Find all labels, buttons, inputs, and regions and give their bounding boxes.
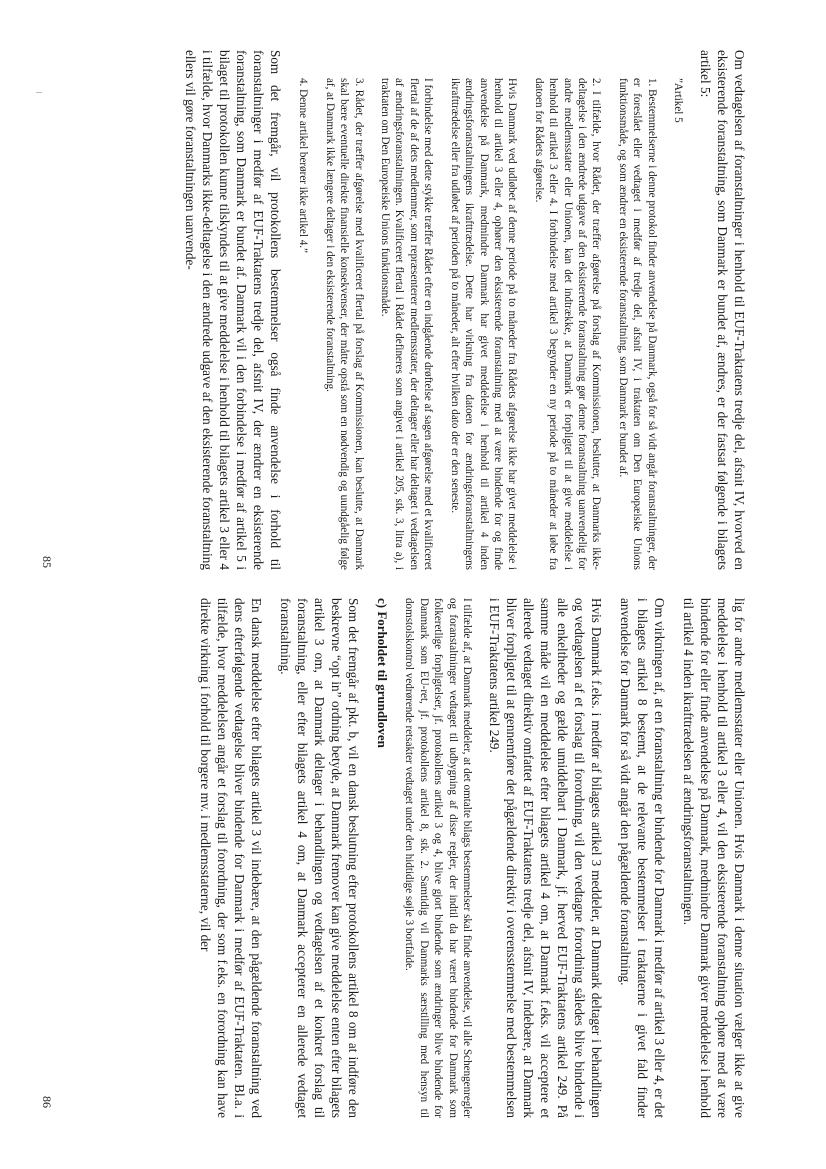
quote-paragraph: Hvis Danmark ved udløbet af denne periode på to måneder fra Rådets afgørelse ikke har givet meddelelse i henhold til artikel 3 eller 4, ophører den eksisterende foranstaltning med at være bindende for og finde anvendelse på Danmark, medmindre Danmark har givet meddelelse i henhold til artikel 4 inden ændringsforanstaltningens ikrafttrædelse. Dette har virkning fra datoen for ændringsforanstaltningens ikrafttrædelse eller fra udløbet af perioden på to måneder, alt efter hvilken dato der er den seneste. [448, 78, 519, 570]
page-number: 86 [40, 1096, 54, 1108]
intro-paragraph: Om vedtagelsen af foranstaltninger i henhold til EUF-Traktatens tredje del, afsnit IV, hvorved en eksisterende foranstaltning, som Danmark er bundet af, ændres, er der fastsat følgende i bilagets artikel 5: [698, 50, 747, 570]
body-paragraph: Om virkningen af, at en foranstaltning er bindende for Danmark i medfør af artikel 3 eller 4, er det i bilagets artikel 8 bestemt, at de relevante bestemmelser i traktaterne i givet fald finder anvendelse for Danmark for så vidt angår den pågældende foranstaltning. [618, 598, 667, 1118]
article-title: ”Artikel 5 [672, 78, 684, 123]
quote-paragraph: 4. Denne artikel berører ikke artikel 4.” [297, 78, 310, 253]
quote-paragraph: I forbindelse med dette stykke træffer Rådet efter en indgående drøftelse af sagen afgørelse med et kvalificeret flertal af de af dets medlemmer, som repræsenterer medlemsstater, der deltager eller har deltaget i vedtagelsen af ændringsforanstaltningen. Kvalificeret flertal i Rådet defineres som angivet i artikel 205, stk. 3, litra a), i traktaten om Den Europæiske Unions funktionsmåde. [379, 78, 435, 570]
quote-paragraph: 3. Rådet, der træffer afgørelse med kvalificeret flertal på forslag af Kommissionen, kan beslutte, at Danmark skal bære eventuelle direkte finansielle konsekvenser, der måtte opstå som en nødvendig og uundgåelig følge af, at Danmark ikke længere deltager i den eksisterende foranstaltning. [323, 78, 365, 570]
body-paragraph: lig for andre medlemsstater eller Unionen. Hvis Danmark i denne situation vælger ikke at give meddelelse i henhold til artikel 3 eller 4, vil den eksisterende foranstaltning ophøre med at være bindende for eller finde anvendelse på Danmark, medmindre Danmark giver meddelelse i henhold til artikel 4 inden ikrafttrædelsen af ændringsforanstaltningen. [681, 598, 747, 1118]
body-paragraph: Som det fremgår, vil protokollens bestemmelser også finde anvendelse i forhold til foranstaltninger i medfør af EUF-Traktatens tredje del, afsnit IV, der ændrer en eksisterende foranstaltning, som Danmark er bundet af. Danmark vil i den forbindelse i medfør af artikel 5 i bilaget til protokollen kunne tilskyndes til at give meddelelse i henhold til bilagets artikel 3 eller 4 i tilfælde, hvor Danmarks ikke-deltagelse i den ændrede udgave af den eksisterende foranstaltning ellers vil gøre foranstaltningen uanvende- [183, 50, 284, 570]
body-paragraph: Som det fremgår af pkt. b, vil en dansk beslutning efter protokollens artikel 8 om at indføre den beskrevne “opt in” ordning betyde, at Danmark fremover kan give meddelelse enten efter bilagets artikel 3 om, at Danmark deltager i behandlingen og vedtagelsen af et konkret forslag til foranstaltning, eller efter bilagets artikel 4 om, at Danmark accepterer en allerede vedtaget foranstaltning. [277, 598, 361, 1118]
quote-paragraph: 2. I tilfælde, hvor Rådet, der træffer afgørelse på forslag af Kommissionen, beslutter, at Danmarks ikke-deltagelse i den ændrede udgave af den eksisterende foranstaltning gør denne foranstaltning uanvendelig for andre medlemsstater eller Unionen, kan det indtrække, at Danmark er forpligtet til at give meddelelse i henhold til artikel 3 eller 4. I forbindelse med artikel 3 begynder en ny periode på to måneder at løbe fra datoen for Rådets afgørelse. [532, 78, 603, 570]
body-paragraph: En dansk meddelelse efter bilagets artikel 3 vil indebære, at den pågældende foranstaltning ved dens efterfølgende vedtagelse bliver bindende for Danmark i medfør af EUF-Traktaten. Bl.a. i tilfælde, hvor meddelelsen angår et forslag til forordning, der som f.eks. en forordning kan have direkte virkning i forhold til borgere mv. i medlemsstaterne, vil der [197, 598, 264, 1118]
page-number: 85 [40, 556, 54, 568]
footnote-paragraph: I tilfælde af, at Danmark meddeler, at det omtalte bilags bestemmelser skal finde anvendelse, vil alle Schengenregler og foranstaltninger vedtaget til udbygning af disse regler, der indtil da har været bindende for Danmark som folkeretlige forpligtelser, jf. protokollens artikel 3 og 4, blive gjort bindende som ændringer blive bindende for Danmark som EU-ret, jf. protokollens artikel 8, stk. 2. Samtidig vil Danmarks særstilling med hensyn til domstolskontrol vedrørende retsakter vedtaget under den hidtidige søjle 3 bortfalde. [403, 598, 473, 1118]
left-page [170, 50, 748, 570]
body-paragraph: Hvis Danmark f.eks. i medfør af bilagets artikel 3 meddeler, at Danmark deltager i behandlingen og vedtagelsen af et forslag til forordning, vil den vedtagne forordning således blive bindende i alle enkeltheder og gælde umiddelbart i Danmark, jf. herved EUF-Traktatens artikel 249. På samme måde vil en meddelelse efter bilagets artikel 4 om, at Danmark f.eks. vil acceptere et allerede vedtaget direktiv omfattet af EUF-Traktatens tredje del, afsnit IV, indebære, at Danmark bliver forpligtet til at gennemføre det pågældende direktiv i overensstemmelse med bestemmelsen i EUF-Traktatens artikel 249. [487, 598, 604, 1118]
quoted-article [296, 78, 685, 570]
quote-paragraph: 1. Bestemmelserne i denne protokol finder anvendelse på Danmark, også for så vidt angår foranstaltninger, der er foreslået eller vedtaget i medfør af tredje del, afsnit IV, i traktaten om Den Europæiske Unions funktionsmåde, og som ændrer en eksisterende foranstaltning, som Danmark er bundet af. [616, 78, 658, 570]
section-heading: c) Forholdet til grundloven [374, 598, 390, 748]
right-page [185, 598, 748, 1118]
